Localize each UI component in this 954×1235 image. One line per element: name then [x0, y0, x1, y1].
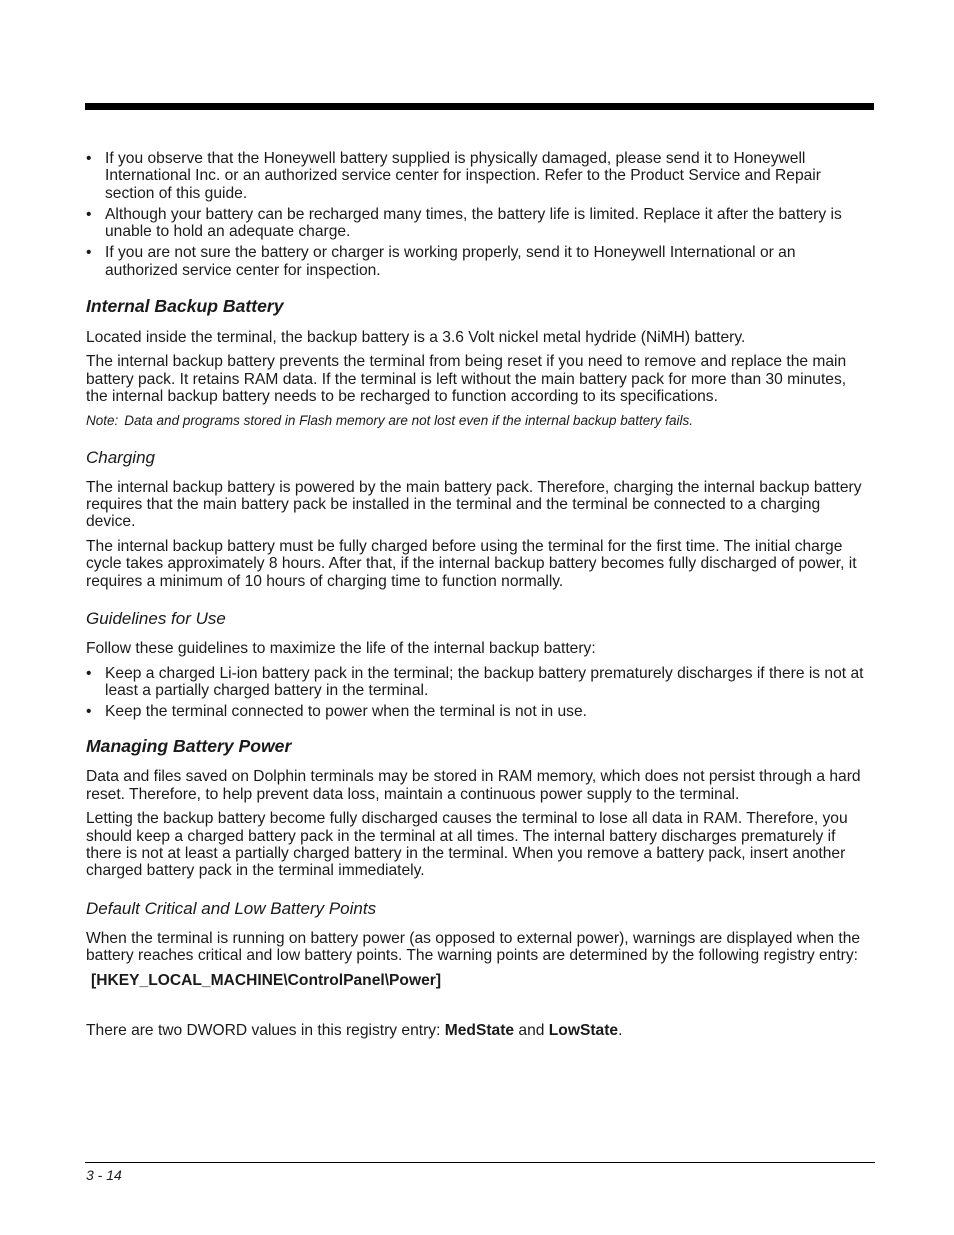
lowstate-value: LowState	[548, 1021, 619, 1039]
paragraph: Data and files saved on Dolphin terminals may be stored in RAM memory, which does not persist through a hard reset. Therefore, to help prevent data loss, maintain a continuous power supply to the terminal.	[86, 768, 861, 803]
note-label: Note:	[86, 412, 119, 428]
list-item: • Keep a charged Li-ion battery pack in the terminal; the backup battery prematurely discharges if there is not at least a partially charged battery in the terminal.	[86, 664, 864, 699]
list-item: • Keep the terminal connected to power when the terminal is not in use.	[86, 702, 587, 720]
list-item: • Although your battery can be recharged many times, the battery life is limited. Replace it after the battery is unable to hold an adequate charge.	[86, 205, 842, 241]
paragraph: Letting the backup battery become fully discharged causes the terminal to lose all data in RAM. Therefore, you should keep a charged battery pack in the terminal at all times. The internal battery discharges prematurely if there is not at least a partially charged battery in the terminal. When you remove a battery pack, insert another charged battery pack in the terminal immediately.	[86, 810, 848, 880]
paragraph: The internal backup battery is powered by the main battery pack. Therefore, charging the internal backup battery requires that the main battery pack be installed in the terminal and the terminal be connected to a charging device.	[86, 478, 862, 531]
bullet-icon: •	[86, 244, 92, 262]
medstate-value: MedState	[444, 1021, 515, 1039]
guidelines-bullet-list	[86, 665, 872, 721]
subsection-heading-default-points: Default Critical and Low Battery Points	[86, 898, 377, 918]
subsection-heading-guidelines: Guidelines for Use	[86, 609, 226, 629]
note	[86, 413, 872, 429]
bullet-icon: •	[86, 664, 92, 682]
paragraph: The internal backup battery must be fully charged before using the terminal for the first time. The initial charge cycle takes approximately 8 hours. After that, if the internal backup battery becomes fully discharged of power, it requires a minimum of 10 hours of charging time to function normally.	[86, 537, 857, 590]
list-item: • If you observe that the Honeywell battery supplied is physically damaged, please send it to Honeywell International Inc. or an authorized service center for inspection. Refer to the Product Service and Repair section of this guide.	[86, 150, 821, 202]
page-content	[86, 150, 872, 1039]
paragraph: There are two DWORD values in this registry entry: MedState and LowState.	[86, 1021, 623, 1039]
bullet-icon: •	[86, 205, 92, 223]
header-rule	[85, 103, 874, 110]
bullet-icon: •	[86, 702, 92, 720]
bullet-icon: •	[86, 150, 92, 167]
top-bullet-list	[86, 150, 872, 279]
footer-rule	[85, 1162, 875, 1163]
paragraph: Follow these guidelines to maximize the life of the internal backup battery:	[86, 640, 596, 658]
paragraph: Located inside the terminal, the backup battery is a 3.6 Volt nickel metal hydride (NiMH) battery.	[86, 329, 746, 347]
subsection-heading-charging: Charging	[86, 447, 155, 467]
paragraph: The internal backup battery prevents the terminal from being reset if you need to remove and replace the main battery pack. It retains RAM data. If the terminal is left without the main battery pack for more than 30 minutes, the internal backup battery needs to be recharged to function according to its specifications.	[86, 353, 847, 406]
page-number: 3 - 14	[86, 1167, 122, 1183]
list-item: • If you are not sure the battery or charger is working properly, send it to Honeywell International or an authorized service center for inspection.	[86, 244, 796, 279]
paragraph: When the terminal is running on battery power (as opposed to external power), warnings are displayed when the battery reaches critical and low battery points. The warning points are determined by the following registry entry:	[86, 929, 861, 965]
note-text: Data and programs stored in Flash memory are not lost even if the internal backup battery fails.	[124, 412, 694, 428]
section-heading-managing: Managing Battery Power	[86, 736, 292, 757]
registry-entry: [HKEY_LOCAL_MACHINE\ControlPanel\Power]	[91, 971, 442, 989]
section-heading-internal-backup: Internal Backup Battery	[86, 296, 284, 317]
